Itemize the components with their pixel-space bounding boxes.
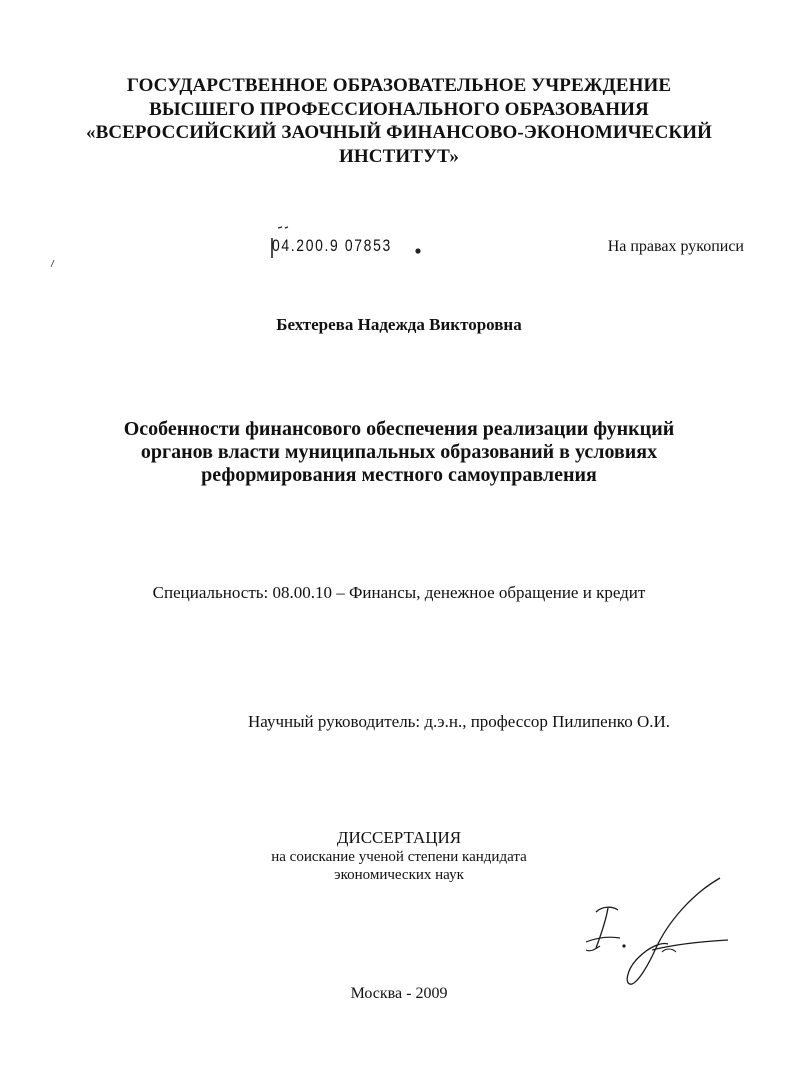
institution-line-4: ИНСТИТУТ» — [339, 145, 459, 167]
title-line-2: органов власти муниципальных образований в условиях — [140, 441, 658, 463]
institution-line-2: ВЫСШЕГО ПРОФЕССИОНАЛЬНОГО ОБРАЗОВАНИЯ — [149, 98, 649, 120]
title-line-1: Особенности финансового обеспечения реализации функций — [123, 418, 675, 440]
dissertation-degree-line-1: на соискание ученой степени кандидата — [271, 849, 527, 865]
institution-name — [60, 74, 738, 168]
dissertation-title — [60, 418, 738, 487]
supervisor: Научный руководитель: д.э.н., профессор Пилипенко О.И. — [248, 712, 671, 731]
institution-line-1: ГОСУДАРСТВЕННОЕ ОБРАЗОВАТЕЛЬНОЕ УЧРЕЖДЕНИЕ — [126, 75, 672, 96]
title-line-3: реформирования местного самоуправления — [201, 464, 597, 486]
rights-note: На правах рукописи — [607, 238, 744, 255]
city-year: Москва - 2009 — [350, 985, 448, 1002]
author-name: Бехтерева Надежда Викторовна — [276, 315, 522, 334]
specialty: Специальность: 08.00.10 – Финансы, денежное обращение и кредит — [152, 583, 646, 602]
dissertation-heading: ДИССЕРТАЦИЯ — [336, 828, 462, 847]
institution-line-3: «ВСЕРОССИЙСКИЙ ЗАОЧНЫЙ ФИНАНСОВО-ЭКОНОМИЧЕСКИЙ — [85, 122, 713, 143]
stray-mark — [46, 258, 58, 270]
dissertation-degree-line-2: экономических наук — [334, 867, 464, 883]
handwritten-signature — [572, 872, 732, 992]
registration-number: 04.200.9 07853 — [272, 236, 392, 255]
